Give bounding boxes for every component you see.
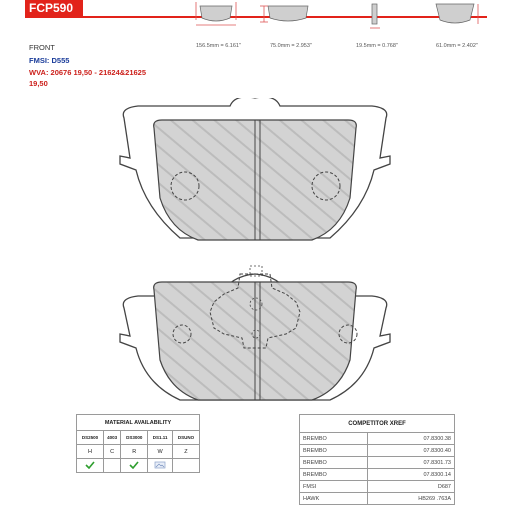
- check-icon: [129, 461, 139, 469]
- pad-thickness-icon: [370, 4, 380, 28]
- material-code: DS3000: [121, 431, 148, 445]
- material-code: DSUNO: [172, 431, 199, 445]
- table-row: [300, 457, 455, 469]
- fmsi-label: FMSI: D555: [29, 56, 70, 65]
- xref-brand: FMSI: [300, 481, 368, 493]
- table-row: [300, 445, 455, 457]
- dimension-height: 75.0mm = 2.953": [270, 43, 312, 49]
- xref-ref: 07.8300.40: [367, 445, 454, 457]
- material-letter: C: [104, 445, 121, 459]
- dimension-thickness: 19.5mm = 0.768": [356, 43, 398, 49]
- material-code: DS1.11: [148, 431, 173, 445]
- availability-cell: [77, 459, 104, 473]
- friction-pad-bottom: [154, 266, 357, 400]
- pad-height-icon: [260, 6, 308, 22]
- xref-brand: BREMBO: [300, 445, 368, 457]
- material-letter: H: [77, 445, 104, 459]
- image-icon: [154, 461, 166, 469]
- material-letter: W: [148, 445, 173, 459]
- table-row: [300, 481, 455, 493]
- dimension-length: 156.5mm = 6.161": [196, 43, 241, 49]
- table-row: [300, 469, 455, 481]
- material-availability-table: [76, 414, 200, 473]
- table-row: [300, 433, 455, 445]
- xref-ref: HB269 .763A: [367, 493, 454, 505]
- availability-cell: [104, 459, 121, 473]
- xref-brand: BREMBO: [300, 469, 368, 481]
- competitor-xref-table: [299, 414, 455, 505]
- xref-brand: HAWK: [300, 493, 368, 505]
- wva-label-continued: 19,50: [29, 79, 48, 88]
- dimension-icons: [190, 0, 490, 40]
- xref-ref: 07.8300.14: [367, 469, 454, 481]
- material-code: 4003: [104, 431, 121, 445]
- material-letter: R: [121, 445, 148, 459]
- availability-cell: [148, 459, 173, 473]
- position-label: FRONT: [29, 43, 55, 52]
- pad-width-icon: [436, 4, 478, 24]
- friction-pad-top: [154, 120, 357, 240]
- material-code: DS2500: [77, 431, 104, 445]
- dimension-width: 61.0mm = 2.402": [436, 43, 478, 49]
- material-letter: Z: [172, 445, 199, 459]
- xref-ref: D687: [367, 481, 454, 493]
- availability-cell: [121, 459, 148, 473]
- xref-ref: 07.8300.38: [367, 433, 454, 445]
- xref-brand: BREMBO: [300, 433, 368, 445]
- table-row: [300, 493, 455, 505]
- brake-pad-drawing: [90, 98, 420, 410]
- check-icon: [85, 461, 95, 469]
- availability-cell: [172, 459, 199, 473]
- xref-table-title: COMPETITOR XREF: [300, 415, 455, 433]
- xref-ref: 07.8301.73: [367, 457, 454, 469]
- material-table-title: MATERIAL AVAILABILITY: [77, 415, 200, 431]
- pad-length-icon: [196, 2, 236, 25]
- product-code-badge: FCP590: [25, 0, 83, 16]
- wva-label: WVA: 20676 19,50 - 21624&21625: [29, 68, 147, 77]
- xref-brand: BREMBO: [300, 457, 368, 469]
